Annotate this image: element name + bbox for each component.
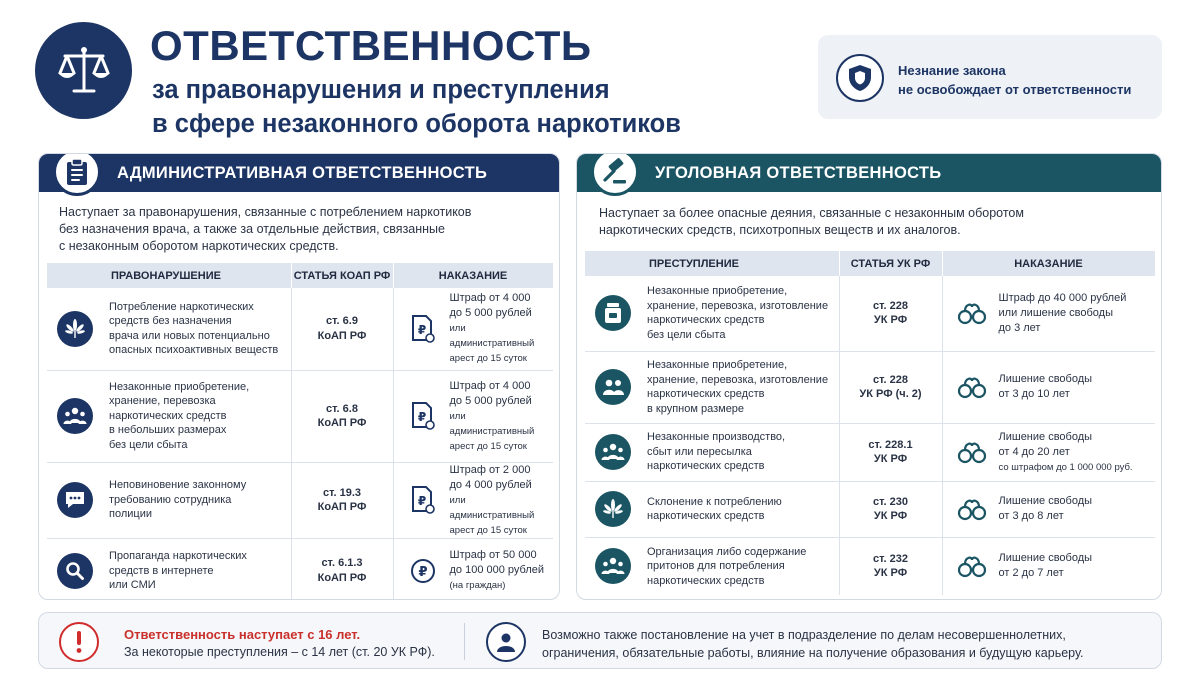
admin-intro	[59, 204, 471, 255]
cannabis-leaf-icon	[595, 491, 631, 527]
offense-text: опасных психоактивных веществ	[109, 344, 279, 357]
penalty-text: Штраф от 4 000	[449, 292, 531, 305]
footer-line: Возможно также постановление на учет в подразделение по делам несовершеннолетних,	[542, 628, 1066, 642]
table-row	[47, 288, 553, 370]
penalty-text: до 4 000 рублей	[449, 478, 532, 491]
scales-of-justice-icon	[54, 41, 114, 101]
table-row	[585, 276, 1155, 351]
article-text: ст. 228	[872, 373, 908, 386]
offense-text: хранение, перевозка	[109, 395, 216, 408]
offense-text: без цели сбыта	[647, 328, 726, 341]
criminal-table	[585, 251, 1156, 595]
offense-text: Незаконные приобретение,	[647, 285, 788, 298]
penalty-text: Штраф от 50 000	[449, 549, 537, 562]
footer-line: ограничения, обязательные работы, влияние на получение образования и будущую карьеру.	[542, 646, 1084, 660]
offense-text: полиции	[109, 508, 152, 521]
penalty-note: арест до 15 суток	[449, 440, 527, 452]
penalty-text: до 100 000 рублей	[449, 564, 545, 577]
svg-text:₽: ₽	[417, 322, 426, 337]
ruble-coin-icon	[408, 557, 438, 585]
article-text: КоАП РФ	[317, 329, 367, 342]
criminal-panel-header	[577, 154, 1161, 192]
people-icon	[595, 369, 631, 405]
offense-text: или СМИ	[109, 579, 156, 591]
article-text: ст. 230	[872, 495, 908, 508]
subtitle-line: в сфере незаконного оборота наркотиков	[152, 110, 681, 138]
offense-text: наркотических средств	[647, 388, 765, 400]
article-text: УК РФ	[873, 314, 908, 327]
article-text: УК РФ (ч. 2)	[859, 388, 922, 400]
article-text: ст. 232	[872, 552, 908, 565]
column-header: НАКАЗАНИЕ	[942, 251, 1155, 276]
handcuffs-icon	[957, 496, 987, 522]
penalty-text: или лишение свободы	[998, 306, 1114, 319]
penalty-note: со штрафом до 1 000 000 руб.	[998, 461, 1133, 473]
notice-line: не освобождает от ответственности	[898, 82, 1132, 97]
cannabis-leaf-icon	[57, 311, 93, 347]
offense-text: Склонение к потреблению	[647, 495, 782, 508]
chat-icon	[57, 482, 93, 518]
criminal-intro	[599, 205, 1024, 239]
footer-extra	[542, 626, 1083, 662]
age-note: За некоторые преступления – с 14 лет (ст. 20 УК РФ).	[124, 645, 435, 659]
article-text: ст. 19.3	[322, 486, 362, 499]
penalty-note: или административный	[449, 323, 535, 350]
table-row	[585, 423, 1155, 481]
article-text: УК РФ	[873, 510, 908, 522]
table-row	[585, 537, 1155, 595]
subtitle-line: за правонарушения и преступления	[152, 76, 610, 104]
intro-line: с незаконным оборотом наркотических средств.	[59, 239, 339, 253]
intro-line: наркотических средств, психотропных веществ и их аналогов.	[599, 223, 961, 237]
penalty-note: (на граждан)	[449, 580, 506, 592]
svg-text:₽: ₽	[417, 494, 426, 508]
penalty-text: Лишение свободы	[998, 495, 1093, 507]
penalty-text: Лишение свободы	[998, 552, 1093, 565]
clipboard-icon	[53, 153, 101, 196]
table-row	[47, 462, 553, 538]
offense-text: Незаконные приобретение,	[647, 359, 788, 371]
admin-panel-title: АДМИНИСТРАТИВНАЯ ОТВЕТСТВЕННОСТЬ	[117, 163, 488, 182]
people-group-icon	[595, 434, 631, 470]
handcuffs-icon	[957, 374, 987, 400]
table-row	[47, 538, 553, 600]
group-icon	[57, 398, 93, 434]
penalty-note: или административный	[449, 494, 535, 521]
column-header: ПРЕСТУПЛЕНИЕ	[585, 251, 839, 276]
penalty-text: Лишение свободы	[998, 373, 1093, 385]
offense-text: Неповиновение законному	[109, 479, 247, 492]
offense-text: наркотических средств	[647, 314, 765, 327]
svg-text:₽: ₽	[417, 564, 428, 580]
article-text: ст. 228	[872, 299, 908, 312]
penalty-note: арест до 15 суток	[449, 353, 527, 365]
penalty-text: до 5 000 рублей	[449, 394, 532, 407]
offense-text: в небольших размерах	[109, 424, 227, 437]
offense-text: Организация либо содержание	[647, 545, 807, 558]
article-text: УК РФ	[873, 567, 908, 580]
exclamation-icon	[59, 622, 99, 662]
handcuffs-icon	[957, 439, 987, 465]
offense-text: Незаконные приобретение,	[109, 380, 250, 393]
admin-panel	[38, 153, 560, 600]
offense-text: сбыт или пересылка	[647, 445, 752, 458]
article-text: УК РФ	[873, 453, 908, 465]
penalty-note: или административный	[449, 410, 535, 437]
offense-text: требованию сотрудника	[109, 493, 232, 506]
offense-text: Потребление наркотических	[109, 300, 254, 313]
intro-line: Наступает за более опасные деяния, связанные с незаконным оборотом	[599, 206, 1024, 220]
pill-jar-icon	[595, 295, 631, 331]
ruble-document-icon	[408, 401, 438, 431]
penalty-note: арест до 15 суток	[449, 524, 527, 536]
people-group-icon	[595, 548, 631, 584]
article-text: ст. 6.9	[326, 315, 358, 328]
footer-info	[38, 612, 1162, 669]
offense-text: без цели сбыта	[109, 438, 188, 451]
admin-table	[47, 263, 554, 600]
ruble-document-icon	[408, 314, 438, 344]
table-row	[585, 481, 1155, 537]
penalty-text: от 2 до 7 лет	[998, 567, 1064, 580]
intro-line: без назначения врача, а также за отдельные действия, связанные	[59, 222, 445, 236]
footer-divider	[464, 623, 465, 660]
offense-text: Незаконные производство,	[647, 431, 786, 444]
ruble-document-icon	[408, 485, 438, 515]
article-text: КоАП РФ	[317, 417, 367, 429]
offense-text: наркотических средств	[647, 574, 765, 587]
offense-text: хранение, перевозка, изготовление	[647, 299, 829, 312]
offense-text: притонов для потребления	[647, 560, 785, 572]
article-text: ст. 6.1.3	[321, 557, 363, 570]
offense-text: наркотических средств	[109, 409, 227, 422]
offense-text: средств в интернете	[109, 564, 214, 577]
age-alert: Ответственность наступает с 16 лет.	[124, 627, 361, 642]
penalty-text: до 3 лет	[998, 321, 1041, 334]
offense-text: Пропаганда наркотических	[109, 550, 247, 562]
penalty-text: Штраф до 40 000 рублей	[998, 291, 1127, 304]
handcuffs-icon	[957, 553, 987, 579]
penalty-text: Лишение свободы	[998, 430, 1093, 443]
column-header: НАКАЗАНИЕ	[393, 263, 553, 288]
penalty-text: Штраф от 4 000	[449, 379, 531, 392]
notice-line: Незнание закона	[898, 63, 1006, 78]
penalty-text: от 4 до 20 лет	[998, 445, 1070, 458]
gavel-icon	[591, 153, 639, 196]
column-header: ПРАВОНАРУШЕНИЕ	[47, 263, 291, 288]
penalty-text: Штраф от 2 000	[449, 463, 531, 476]
admin-panel-header	[39, 154, 559, 192]
person-icon	[486, 622, 526, 662]
column-header: СТАТЬЯ КОАП РФ	[291, 263, 393, 288]
offense-text: средств без назначения	[109, 315, 232, 328]
table-row	[47, 370, 553, 462]
svg-text:₽: ₽	[417, 410, 426, 424]
page-title: ОТВЕТСТВЕННОСТЬ	[150, 22, 592, 69]
ignorance-notice	[818, 35, 1162, 119]
search-icon	[57, 553, 93, 589]
handcuffs-icon	[957, 300, 987, 326]
article-text: КоАП РФ	[317, 571, 367, 584]
offense-text: хранение, перевозка, изготовление	[647, 373, 829, 386]
column-header: СТАТЬЯ УК РФ	[839, 251, 942, 276]
offense-text: врача или новых потенциально	[109, 329, 270, 342]
article-text: ст. 228.1	[868, 438, 913, 451]
shield-icon	[836, 54, 884, 102]
offense-text: в крупном размере	[647, 402, 745, 415]
penalty-text: до 5 000 рублей	[449, 307, 532, 320]
offense-text: наркотических средств	[647, 510, 765, 522]
criminal-panel	[576, 153, 1162, 600]
article-text: ст. 6.8	[326, 402, 358, 415]
intro-line: Наступает за правонарушения, связанные с потреблением наркотиков	[59, 205, 472, 219]
scales-emblem	[35, 22, 132, 119]
penalty-text: от 3 до 8 лет	[998, 510, 1064, 522]
table-row	[585, 351, 1155, 423]
offense-text: наркотических средств	[647, 460, 765, 473]
page-subtitle	[152, 73, 681, 141]
article-text: КоАП РФ	[317, 501, 367, 513]
criminal-panel-title: УГОЛОВНАЯ ОТВЕТСТВЕННОСТЬ	[655, 163, 942, 182]
penalty-text: от 3 до 10 лет	[998, 388, 1070, 400]
